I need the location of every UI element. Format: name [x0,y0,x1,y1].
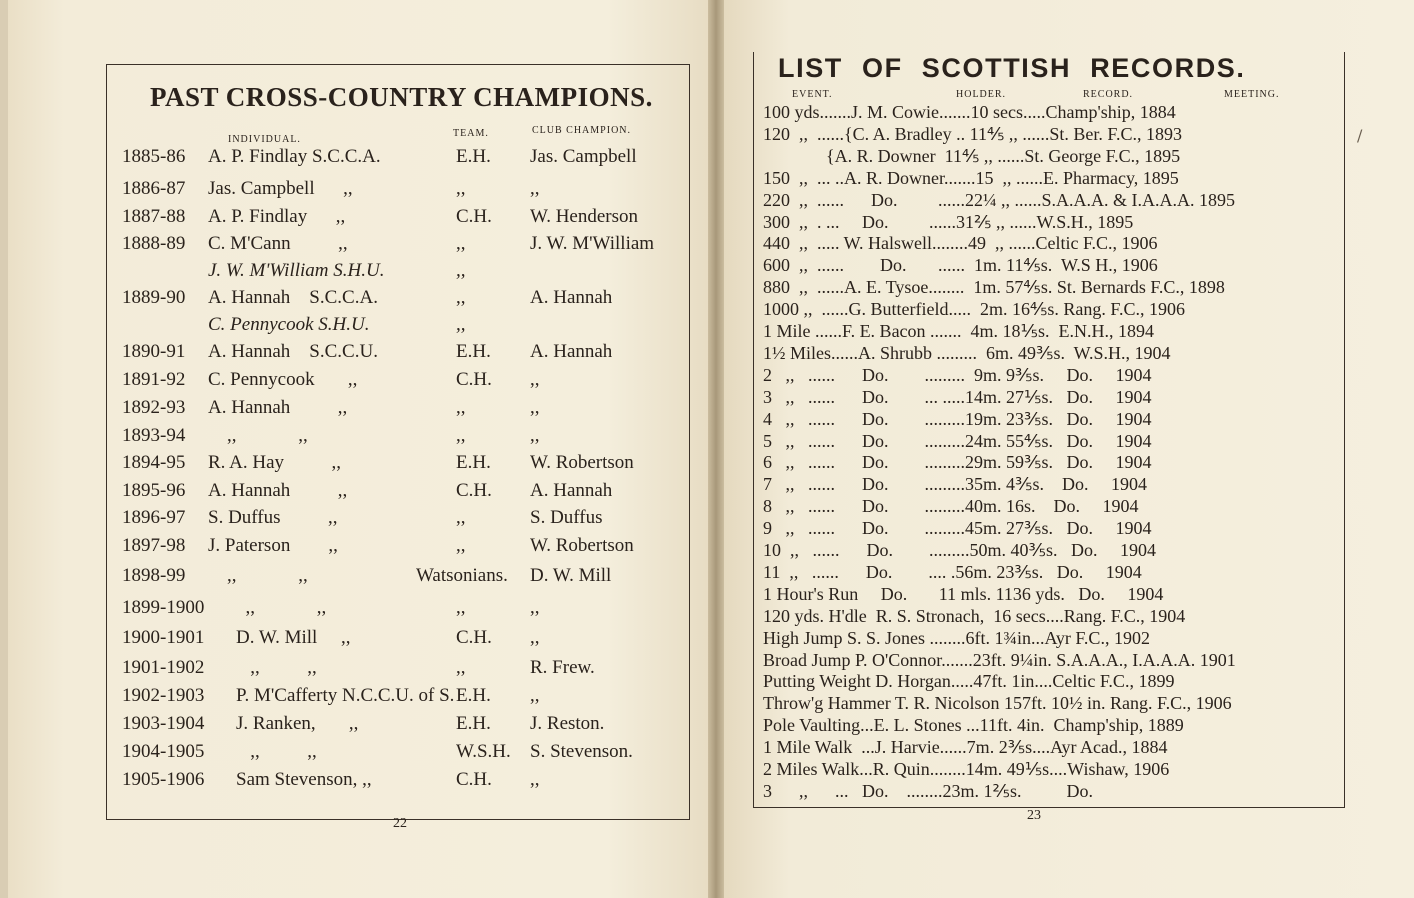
row-club-champion: ,, [530,425,540,446]
book-gutter [708,0,724,898]
row-club-champion: ,, [530,369,540,390]
row-club-champion: W. Robertson [530,535,634,556]
record-row: 4 ,, ...... Do. .........19m. 23⅗s. Do. 1904 [763,408,1152,429]
row-year: 1901-1902 [122,657,205,678]
row-year: 1902-1903 [122,685,205,706]
row-year: 1887-88 [122,206,186,227]
row-club-champion: Jas. Campbell [530,146,637,167]
row-individual: Jas. Campbell ,, [208,178,353,199]
row-team: C.H. [456,206,492,227]
header-meeting: MEETING. [1224,89,1280,100]
row-year: 1900-1901 [122,627,205,648]
row-team: C.H. [456,769,492,790]
header-team: TEAM. [453,128,489,139]
row-year: 1899-1900 [122,597,205,618]
row-team: C.H. [456,627,492,648]
header-event: EVENT. [792,89,833,100]
record-row: 10 ,, ...... Do. .........50m. 40⅗s. Do. 1904 [763,540,1156,560]
row-club-champion: ,, [530,597,540,618]
row-individual: J. W. M'William S.H.U. [208,260,385,281]
row-year: 1892-93 [122,397,186,418]
row-individual: ,, ,, [236,597,327,618]
row-team: E.H. [456,452,491,473]
row-year: 1894-95 [122,452,186,473]
record-row: 3 ,, ...... Do. ... .....14m. 27⅕s. Do. 1904 [763,386,1152,407]
row-individual: R. A. Hay ,, [208,452,341,473]
header-record: RECORD. [1083,89,1134,100]
row-year: 1886-87 [122,178,186,199]
row-team: ,, [456,425,466,446]
row-team: ,, [456,314,466,335]
row-club-champion: A. Hannah [530,480,613,501]
row-team: E.H. [456,685,491,706]
row-club-champion: S. Stevenson. [530,741,633,762]
record-row: High Jump S. S. Jones ........6ft. 1¾in...Ayr F.C., 1902 [763,627,1150,648]
row-team: E.H. [456,341,491,362]
header-individual: INDIVIDUAL. [228,134,301,145]
row-club-champion: R. Frew. [530,657,595,678]
record-row: 440 ,, ..... W. Halswell........49 ,, ......Celtic F.C., 1906 [763,233,1158,254]
record-row: Throw'g Hammer T. R. Nicolson 157ft. 10½ in. Rang. F.C., 1906 [763,693,1232,714]
row-year: 1904-1905 [122,741,205,762]
row-club-champion: ,, [530,178,540,199]
record-row: 1 Mile Walk ...J. Harvie......7m. 2⅗s....Ayr Acad., 1884 [763,737,1168,758]
row-team: ,, [456,397,466,418]
record-row: 100 yds.......J. M. Cowie.......10 secs.....Champ'ship, 1884 [763,102,1176,122]
record-row: 6 ,, ...... Do. .........29m. 59⅗s. Do. 1904 [763,452,1152,473]
record-row: Putting Weight D. Horgan.....47ft. 1in....Celtic F.C., 1899 [763,671,1175,692]
row-team: ,, [456,233,466,254]
page-number-left: 22 [393,816,407,831]
row-year: 1897-98 [122,535,186,556]
row-individual: P. M'Cafferty N.C.C.U. of S. [236,685,455,706]
record-row: 11 ,, ...... Do. .... .56m. 23⅗s. Do. 1904 [763,561,1142,582]
row-year: 1885-86 [122,146,186,167]
row-individual: C. Pennycook ,, [208,369,358,390]
row-team: W.S.H. [456,741,511,762]
row-team: ,, [456,178,466,199]
row-team: ,, [456,287,466,308]
row-year: 1895-96 [122,480,186,501]
row-club-champion: A. Hannah [530,341,613,362]
row-year: 1889-90 [122,287,186,308]
row-club-champion: W. Henderson [530,206,638,227]
row-team: ,, [456,597,466,618]
record-row: 1½ Miles......A. Shrubb ......... 6m. 49⅗s. W.S.H., 1904 [763,342,1171,363]
row-individual: ,, ,, [236,741,317,762]
row-year: 1905-1906 [122,769,205,790]
record-row: 120 ,, ......{C. A. Bradley .. 11⅘ ,, ......St. Ber. F.C., 1893 [763,123,1182,144]
record-row: 600 ,, ...... Do. ...... 1m. 11⅘s. W.S H., 1906 [763,255,1158,276]
row-year: 1898-99 [122,565,186,586]
row-individual: A. Hannah ,, [208,480,348,501]
record-row: 1 Mile ......F. E. Bacon ....... 4m. 18⅕s. E.N.H., 1894 [763,321,1154,341]
row-club-champion: J. Reston. [530,713,605,734]
row-club-champion: D. W. Mill [530,565,612,586]
row-individual: Sam Stevenson, ,, [236,769,372,790]
page-number-right: 23 [1027,808,1041,823]
record-row: 8 ,, ...... Do. .........40m. 16s. Do. 1904 [763,496,1139,517]
row-team: Watsonians. [416,565,508,586]
row-club-champion: ,, [530,627,540,648]
record-row: 5 ,, ...... Do. .........24m. 55⅘s. Do. 1904 [763,430,1152,451]
row-team: ,, [456,535,466,556]
row-team: ,, [456,260,466,281]
row-individual: ,, ,, [236,657,317,678]
row-year: 1896-97 [122,507,186,528]
record-row: 2 Miles Walk...R. Quin........14m. 49⅕s....Wishaw, 1906 [763,759,1170,779]
row-individual: S. Duffus ,, [208,507,338,528]
row-team: C.H. [456,480,492,501]
margin-mark: / [1357,126,1363,145]
record-row: 9 ,, ...... Do. .........45m. 27⅗s. Do. 1904 [763,518,1152,539]
row-team: C.H. [456,369,492,390]
row-individual: A. Hannah S.C.C.A. [208,287,378,308]
row-club-champion: ,, [530,685,540,706]
row-individual: J. Ranken, ,, [236,713,359,734]
record-row: 1000 ,, ......G. Butterfield..... 2m. 16⅘s. Rang. F.C., 1906 [763,299,1185,320]
record-row: 120 yds. H'dle R. S. Stronach, 16 secs....Rang. F.C., 1904 [763,605,1186,626]
row-year: 1903-1904 [122,713,205,734]
row-year: 1891-92 [122,369,186,390]
page-title-cross-country: PAST CROSS-COUNTRY CHAMPIONS. [150,82,653,112]
row-team: E.H. [456,146,491,167]
record-row: 3 ,, ... Do. ........23m. 1⅖s. Do. [763,780,1093,801]
record-row: Broad Jump P. O'Connor.......23ft. 9¼in. S.A.A.A., I.A.A.A. 1901 [763,649,1236,670]
header-club-champion: CLUB CHAMPION. [532,125,632,136]
record-row: 1 Hour's Run Do. 11 mls. 1136 yds. Do. 1904 [763,583,1164,604]
record-row: 7 ,, ...... Do. .........35m. 4⅗s. Do. 1904 [763,474,1147,495]
row-team: ,, [456,507,466,528]
row-individual: C. Pennycook S.H.U. [208,314,370,335]
row-year: 1890-91 [122,341,186,362]
row-individual: J. Paterson ,, [208,535,338,556]
row-club-champion: ,, [530,769,540,790]
record-row: 150 ,, ... ..A. R. Downer.......15 ,, ......E. Pharmacy, 1895 [763,167,1179,188]
row-individual: D. W. Mill ,, [236,627,351,648]
row-club-champion: J. W. M'William [530,233,655,254]
row-individual: A. Hannah ,, [208,397,348,418]
record-row: 880 ,, ......A. E. Tysoe........ 1m. 57⅘s. St. Bernards F.C., 1898 [763,277,1225,298]
row-individual: A. P. Findlay ,, [208,206,346,227]
header-holder: HOLDER. [956,89,1007,100]
record-row: 300 ,, . ... Do. ......31⅖ ,, ......W.S.H., 1895 [763,211,1134,232]
row-club-champion: S. Duffus [530,507,603,528]
row-individual: ,, ,, [208,425,308,446]
row-team: E.H. [456,713,491,734]
row-year: 1888-89 [122,233,186,254]
row-team: ,, [456,657,466,678]
row-year: 1893-94 [122,425,186,446]
record-row: 2 ,, ...... Do. ......... 9m. 9⅗s. Do. 1904 [763,364,1152,385]
row-individual: ,, ,, [208,565,308,586]
record-row: 220 ,, ...... Do. ......22¼ ,, ......S.A.A.A. & I.A.A.A. 1895 [763,189,1235,210]
row-individual: A. P. Findlay S.C.C.A. [208,146,381,167]
row-individual: A. Hannah S.C.C.U. [208,341,378,362]
row-individual: C. M'Cann ,, [208,233,348,254]
page-title-scottish-records: LIST OF SCOTTISH RECORDS. [778,53,1246,83]
row-club-champion: A. Hannah [530,287,613,308]
record-row: {A. R. Downer 11⅘ ,, ......St. George F.C., 1895 [763,145,1181,166]
row-club-champion: ,, [530,397,540,418]
record-row: Pole Vaulting...E. L. Stones ...11ft. 4in. Champ'ship, 1889 [763,715,1184,736]
row-club-champion: W. Robertson [530,452,634,473]
